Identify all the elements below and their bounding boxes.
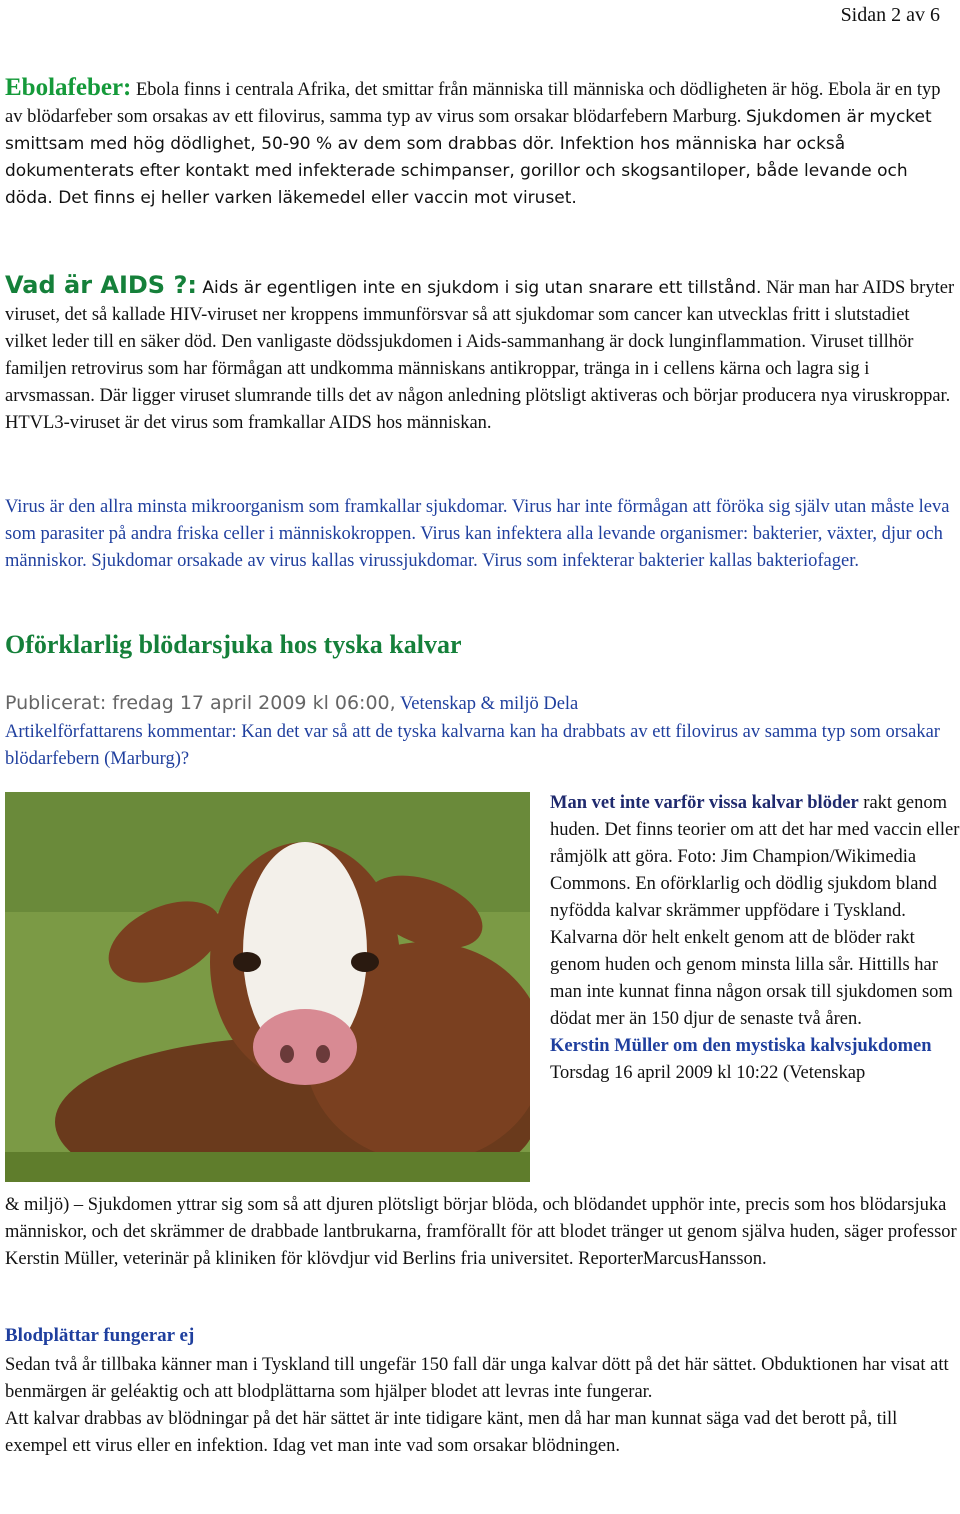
section-paragraph-1: Sedan två år tillbaka känner man i Tyskland till ungefär 150 fall där unga kalvar dött på det här sättet. Obduktionen har visat att benmärgen är geléaktig och att blodplättarna som hjälper blodet att levras inte fungerar.: [5, 1355, 949, 1402]
ebola-text-serif: Ebola finns i centrala Afrika, det smittar från människa till människa och dödligheten är hög. Ebola är en typ av blödarfeber som orsakas av ett filovirus, samma typ av virus som orsakar blödarfebern Marburg.: [5, 80, 941, 127]
published-date: Publicerat: fredag 17 april 2009 kl 06:00,: [5, 692, 396, 714]
author-comment: Artikelförfattarens kommentar: Kan det var så att de tyska kalvarna kan ha drabbats av ett filovirus av samma typ som orsakar blödarfebern (Marburg)?: [5, 722, 940, 769]
article-date: Torsdag 16 april 2009 kl 10:22 (Vetenskap: [550, 1063, 866, 1083]
related-article-link[interactable]: Kerstin Müller om den mystiska kalvsjukdomen: [550, 1036, 932, 1056]
ebola-heading: Ebolafeber:: [5, 74, 132, 101]
caption-text: rakt genom huden. Det finns teorier om att det har med vaccin eller råmjölk att göra. Foto: Jim Champion/Wikimedia Commons. En oförklarlig och dödlig sjukdom bland nyfödda kalvar skrämmer uppfödare i Tyskland. Kalvarna dör helt enkelt genom att de blöder rakt genom huden och genom minsta lilla sår. Hittills har man inte kunnat finna någon orsak till sjukdomen som dödat mer än 150 djur de senaste två åren.: [550, 793, 960, 1029]
photo-caption: [550, 790, 960, 1087]
calf-illustration: [5, 792, 530, 1182]
calf-photo: [5, 792, 530, 1182]
section-heading: Blodplättar fungerar ej: [5, 1325, 195, 1346]
article-title: Oförklarlig blödarsjuka hos tyska kalvar: [5, 630, 462, 659]
aids-paragraph: [5, 272, 955, 437]
ebola-paragraph: [5, 74, 955, 212]
aids-text: När man har AIDS bryter viruset, det så kallade HIV-viruset ner kroppens immunförsvar så att sjukdomar som cancer kan utvecklas fritt i slutstadiet vilket leder till en säker död. Den vanligaste dödssjukdomen i Aids-sammanhang är dock lunginflammation. Viruset tillhör familjen retrovirus som har förmågan att undkomma människans antikroppar, tränga in i cellens kärna och lagra sig i arvsmassan. Där ligger viruset slumrande tills det av någon anledning plötsligt aktiveras och börjar producera nya viruskroppar. HTVL3-viruset är det virus som framkallar AIDS hos människan.: [5, 278, 955, 433]
section-paragraph-2: Att kalvar drabbas av blödningar på det här sättet är inte tidigare känt, men då har man kunnat säga vad det berott på, till exempel ett virus eller en infektion. Idag vet man inte vad som orsakar blödningen.: [5, 1409, 898, 1456]
ebola-text-sans: Sjukdomen är mycket smittsam med hög dödlighet, 50-90 % av dem som drabbas dör. Infektion hos människa har också dokumenterats efter kontakt med infekterade schimpanser, gorillor och skogsantiloper, både levande och döda. Det finns ej heller varken läkemedel eller vaccin mot viruset.: [5, 107, 932, 208]
category-link[interactable]: Vetenskap & miljö Dela: [395, 694, 579, 714]
virus-paragraph: Virus är den allra minsta mikroorganism som framkallar sjukdomar. Virus har inte förmågan att föröka sig själv utan måste leva som parasiter på andra friska celler i människokroppen. Virus kan infektera alla levande organismer: bakterier, växter, djur och människor. Sjukdomar orsakade av virus kallas virussjukdomar. Virus som infekterar bakterier kallas bakteriofager.: [5, 497, 950, 571]
page-number: Sidan 2 av 6: [840, 4, 940, 26]
caption-title: Man vet inte varför vissa kalvar blöder: [550, 793, 859, 813]
article-continuation: & miljö) – Sjukdomen yttrar sig som så att djuren plötsligt börjar blöda, och blödandet upphör inte, precis som hos blödarsjuka människor, och det skrämmer de drabbade lantbrukarna, framförallt för att blodet tränger ut genom själva huden, säger professor Kerstin Müller, veterinär på kliniken för klövdjur vid Berlins fria universitet. ReporterMarcusHansson.: [5, 1195, 957, 1269]
aids-heading: Vad är AIDS ?:: [5, 271, 197, 299]
aids-subtitle: Aids är egentligen inte en sjukdom i sig utan snarare ett tillstånd.: [196, 278, 762, 298]
publication-line: [5, 690, 955, 718]
section-body: [5, 1352, 960, 1460]
